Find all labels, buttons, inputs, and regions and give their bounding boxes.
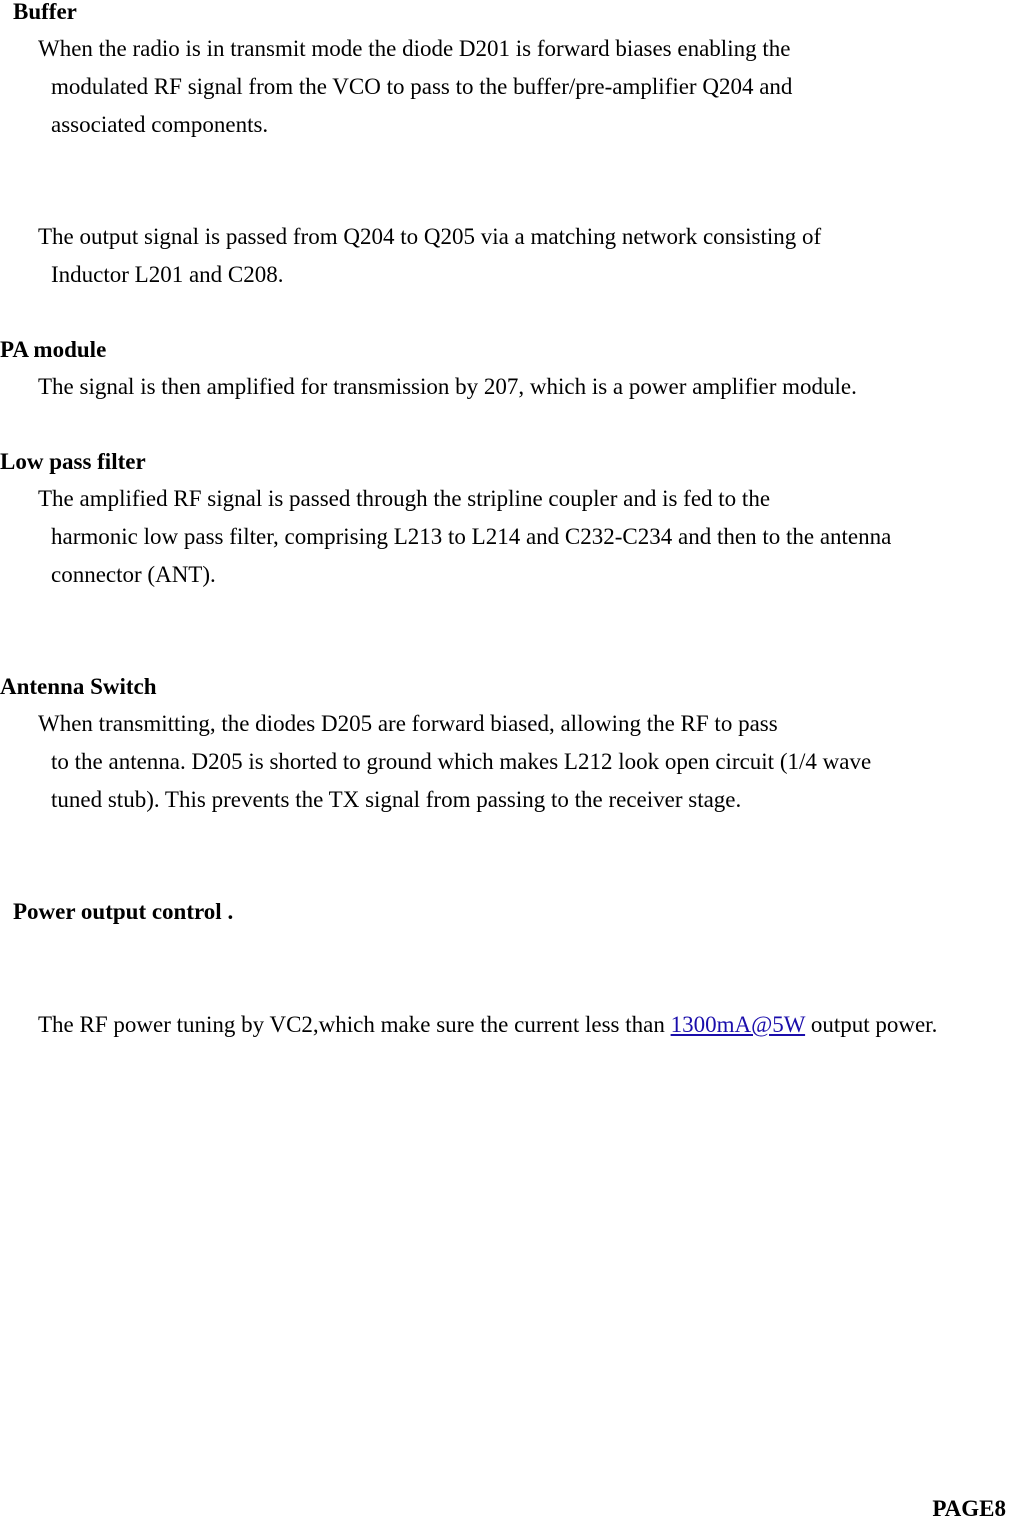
page-number: PAGE8 bbox=[932, 1496, 1006, 1521]
antenna-switch-line2: to the antenna. D205 is shorted to ground which makes L212 look open circuit (1/4 wave bbox=[51, 749, 872, 774]
pa-module-line1: The signal is then amplified for transmission by 207, which is a power amplifier module. bbox=[38, 374, 857, 399]
pa-module-heading: PA module bbox=[0, 337, 107, 362]
buffer-para1-line2: modulated RF signal from the VCO to pass to the buffer/pre-amplifier Q204 and bbox=[51, 74, 793, 99]
buffer-heading: Buffer bbox=[13, 0, 77, 24]
antenna-switch-line3: tuned stub). This prevents the TX signal from passing to the receiver stage. bbox=[51, 787, 742, 812]
buffer-para1-line1: When the radio is in transmit mode the diode D201 is forward biases enabling the bbox=[38, 36, 791, 61]
low-pass-filter-line2: harmonic low pass filter, comprising L213 to L214 and C232-C234 and then to the antenna bbox=[51, 524, 892, 549]
power-output-text-after: output power. bbox=[805, 1012, 938, 1037]
buffer-para2-line2: Inductor L201 and C208. bbox=[51, 262, 284, 287]
power-output-control-line bbox=[38, 1013, 937, 1036]
buffer-para2-line1: The output signal is passed from Q204 to Q205 via a matching network consisting of bbox=[38, 224, 822, 249]
buffer-para1-line3: associated components. bbox=[51, 112, 269, 137]
low-pass-filter-heading: Low pass filter bbox=[0, 449, 146, 474]
antenna-switch-heading: Antenna Switch bbox=[0, 674, 157, 699]
low-pass-filter-line1: The amplified RF signal is passed through the stripline coupler and is fed to the bbox=[38, 486, 771, 511]
antenna-switch-line1: When transmitting, the diodes D205 are forward biased, allowing the RF to pass bbox=[38, 711, 778, 736]
low-pass-filter-line3: connector (ANT). bbox=[51, 562, 216, 587]
power-output-text-before: The RF power tuning by VC2,which make sure the current less than bbox=[38, 1012, 671, 1037]
power-spec-link[interactable]: 1300mA@5W bbox=[670, 1012, 806, 1037]
power-output-control-heading: Power output control . bbox=[13, 899, 234, 924]
